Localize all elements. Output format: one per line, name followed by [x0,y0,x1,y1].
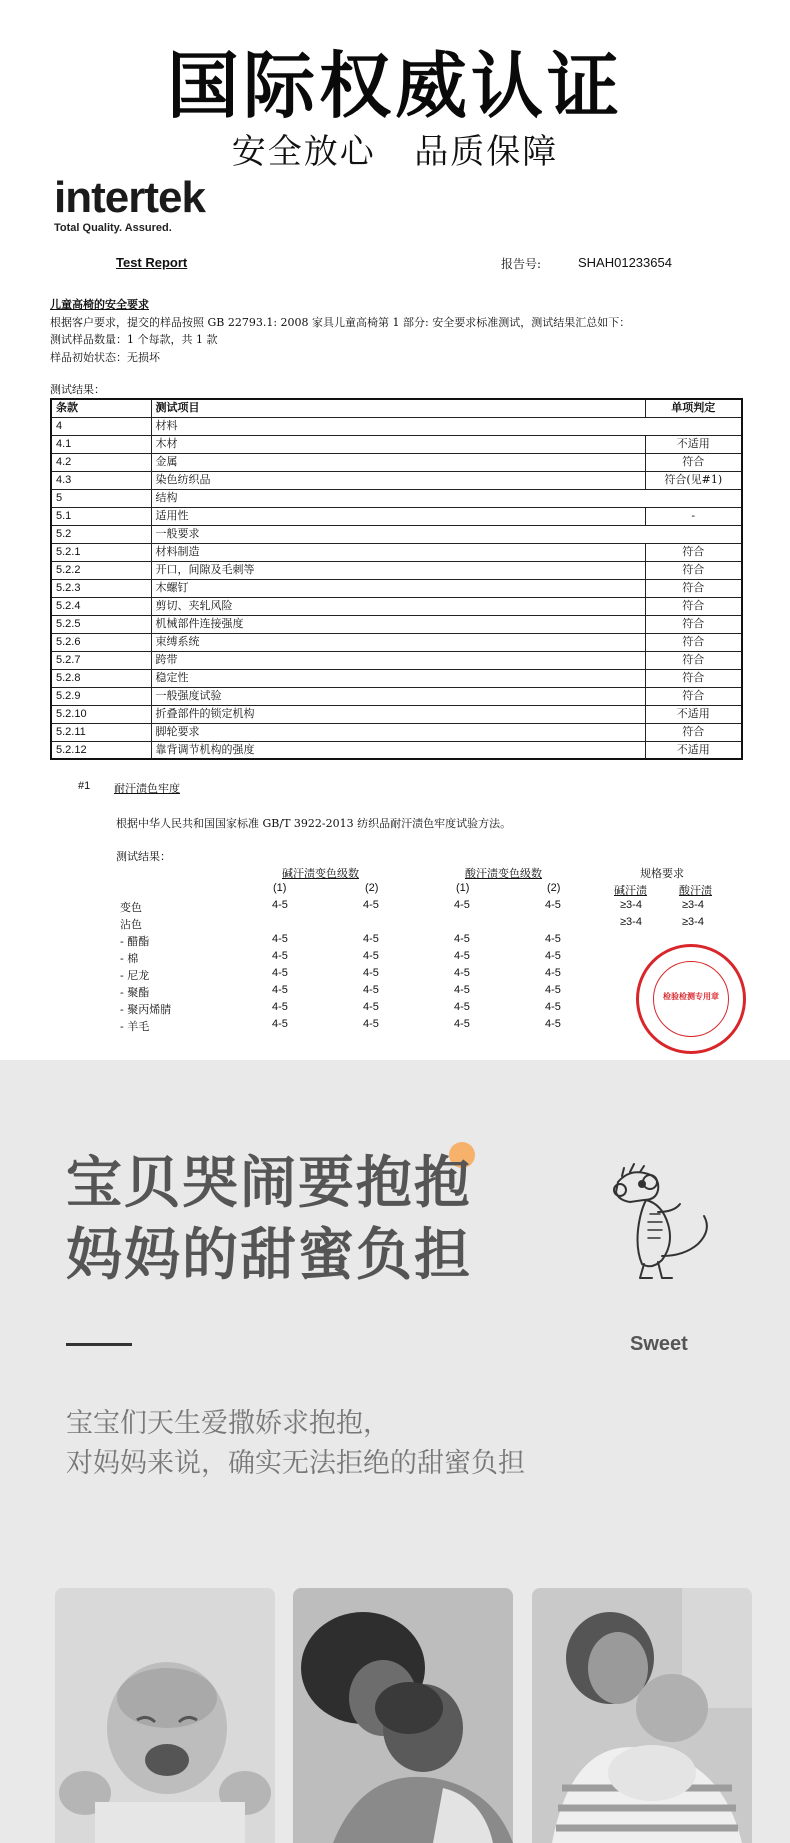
fastness-results-label: 测试结果： [116,850,171,863]
clause-cell: 5.2.3 [51,579,151,597]
col-label: (2) [365,882,379,894]
verdict-cell: 符合 [645,597,742,615]
verdict-cell: 符合 [645,579,742,597]
table-row [51,669,742,687]
grade-cell: 4-5 [272,1001,288,1013]
table-row [51,471,742,489]
table-row [51,723,742,741]
intro-line: 测试样品数量：1 个每款，共 1 款 [50,333,218,346]
page-title: 国际权威认证 [166,44,623,128]
table-row [51,579,742,597]
verdict-cell: 符合 [645,561,742,579]
spec-acid: 酸汗渍 [679,884,712,897]
fastness-title: 耐汗渍色牢度 [114,782,180,795]
item-cell: 结构 [151,489,742,507]
clause-cell: 5.1 [51,507,151,525]
requirement-cell: ≥3-4 [620,899,642,911]
requirement-cell: ≥3-4 [682,899,704,911]
grade-cell: 4-5 [545,1018,561,1030]
clause-cell: 5 [51,489,151,507]
grade-cell: 4-5 [363,1001,379,1013]
item-cell: 一般强度试验 [151,687,645,705]
clause-cell: 5.2.11 [51,723,151,741]
report-intro [50,296,630,366]
logo-tagline: Total Quality. Assured. [54,222,172,234]
intro-line: 样品初始状态：无损坏 [50,350,160,364]
column-header: 单项判定 [645,399,742,417]
item-cell: 靠背调节机构的强度 [151,741,645,759]
seal-text: 检验检测专用章 [663,992,719,1001]
fastness-mark: #1 [78,780,91,792]
clause-cell: 5.2.9 [51,687,151,705]
grade-cell: 4-5 [545,899,561,911]
test-report-label: Test Report [116,255,188,270]
verdict-cell: 符合 [645,669,742,687]
grade-cell: 4-5 [272,1018,288,1030]
grade-cell: 4-5 [363,984,379,996]
grade-cell: 4-5 [363,899,379,911]
table-header-row [51,399,742,417]
fibre-label: - 羊毛 [120,1020,150,1033]
grade-cell: 4-5 [363,950,379,962]
clause-cell: 5.2.4 [51,597,151,615]
fastness-basis: 根据中华人民共和国国家标准 GB/T 3922-2013 纺织品耐汗渍色牢度试验方法。 [116,817,512,830]
col-label: (1) [273,882,287,894]
grade-cell: 4-5 [272,899,288,911]
clause-cell: 5.2.10 [51,705,151,723]
table-row [51,633,742,651]
logo-word: intertek [54,173,205,222]
item-cell: 材料 [151,417,742,435]
title-line: 宝贝哭闹要抱抱 [66,1151,472,1216]
title-line: 妈妈的甜蜜负担 [66,1223,472,1288]
mother-holding-baby-photo [532,1588,752,1843]
item-cell: 一般要求 [151,525,742,543]
verdict-cell: 符合 [645,633,742,651]
col-label: (2) [547,882,561,894]
verdict-cell: - [645,507,742,525]
spec-header: 规格要求 [640,867,684,880]
intro-heading: 儿童高椅的安全要求 [50,298,149,311]
fibre-label: - 醋酯 [120,935,150,948]
table-row [51,417,742,435]
grade-cell: 4-5 [363,1018,379,1030]
verdict-cell: 符合 [645,615,742,633]
grade-cell: 4-5 [363,967,379,979]
spec-alkaline: 碱汗渍 [614,884,647,897]
grade-cell: 4-5 [545,950,561,962]
report-number: SHAH01233654 [578,255,672,270]
table-row [51,687,742,705]
table-row [51,453,742,471]
intertek-logo [54,173,205,234]
clause-cell: 5.2.5 [51,615,151,633]
crying-baby-photo [55,1588,275,1843]
divider-line [66,1343,132,1346]
grade-cell: 4-5 [454,933,470,945]
table-row [51,489,742,507]
sweet-tag: Sweet [630,1333,688,1355]
grade-cell: 4-5 [454,950,470,962]
item-cell: 剪切、夹轧风险 [151,597,645,615]
grade-cell: 4-5 [272,967,288,979]
clause-cell: 5.2.2 [51,561,151,579]
body-line: 宝宝们天生爱撒娇求抱抱， [66,1408,390,1439]
table-row [51,435,742,453]
verdict-cell: 符合 [645,723,742,741]
grade-cell: 4-5 [363,933,379,945]
row-label: 沾色 [120,918,142,931]
item-cell: 金属 [151,453,645,471]
item-cell: 折叠部件的锁定机构 [151,705,645,723]
grade-cell: 4-5 [272,933,288,945]
row-label: 变色 [120,901,142,914]
item-cell: 材料制造 [151,543,645,561]
clause-cell: 4.2 [51,453,151,471]
col-label: (1) [456,882,470,894]
table-row [51,525,742,543]
table-row [51,561,742,579]
item-cell: 脚轮要求 [151,723,645,741]
fibre-label: - 尼龙 [120,969,150,982]
mother-hugging-child-photo [293,1588,513,1843]
intro-line: 根据客户要求，提交的样品按照 GB 22793.1: 2008 家具儿童高椅第 1 部分: 安全要求标准测试，测试结果汇总如下： [50,315,631,329]
item-cell: 木材 [151,435,645,453]
acid-group-header: 酸汗渍变色级数 [465,867,542,880]
verdict-cell: 符合 [645,453,742,471]
column-header: 条款 [51,399,151,417]
results-table [50,398,743,760]
table-row [51,597,742,615]
grade-cell: 4-5 [545,967,561,979]
item-cell: 染色纺织品 [151,471,645,489]
grade-cell: 4-5 [272,950,288,962]
section-title [66,1148,472,1292]
body-line: 对妈妈来说，确实无法拒绝的甜蜜负担 [66,1448,525,1479]
clause-cell: 5.2.1 [51,543,151,561]
results-label: 测试结果： [50,383,105,396]
fibre-label: - 聚酯 [120,986,150,999]
clause-cell: 5.2 [51,525,151,543]
clause-cell: 5.2.7 [51,651,151,669]
column-header: 测试项目 [151,399,645,417]
verdict-cell: 符合 [645,687,742,705]
page-subtitle: 安全放心 品质保障 [231,132,559,172]
clause-cell: 4.3 [51,471,151,489]
verdict-cell: 符合 [645,651,742,669]
requirement-cell: ≥3-4 [682,916,704,928]
item-cell: 束缚系统 [151,633,645,651]
verdict-cell: 符合 [645,543,742,561]
grade-cell: 4-5 [545,1001,561,1013]
grade-cell: 4-5 [545,933,561,945]
table-row [51,507,742,525]
report-number-label: 报告号: [501,257,542,271]
dinosaur-illustration-icon [600,1160,720,1290]
table-row [51,705,742,723]
grade-cell: 4-5 [454,1018,470,1030]
clause-cell: 5.2.12 [51,741,151,759]
verdict-cell: 不适用 [645,705,742,723]
grade-cell: 4-5 [545,984,561,996]
item-cell: 稳定性 [151,669,645,687]
clause-cell: 4.1 [51,435,151,453]
verdict-cell: 不适用 [645,435,742,453]
grade-cell: 4-5 [454,899,470,911]
item-cell: 开口，间隙及毛刺等 [151,561,645,579]
fibre-label: - 聚丙烯腈 [120,1003,172,1016]
item-cell: 木螺钉 [151,579,645,597]
clause-cell: 4 [51,417,151,435]
grade-cell: 4-5 [454,967,470,979]
section-body [66,1404,525,1484]
verdict-cell: 不适用 [645,741,742,759]
official-seal [636,944,746,1054]
fibre-label: - 棉 [120,952,139,965]
alkaline-group-header: 碱汗渍变色级数 [282,867,359,880]
requirement-cell: ≥3-4 [620,916,642,928]
item-cell: 机械部件连接强度 [151,615,645,633]
verdict-cell: 符合(见#1) [645,471,742,489]
item-cell: 跨带 [151,651,645,669]
clause-cell: 5.2.8 [51,669,151,687]
grade-cell: 4-5 [272,984,288,996]
item-cell: 适用性 [151,507,645,525]
table-row [51,651,742,669]
grade-cell: 4-5 [454,984,470,996]
grade-cell: 4-5 [454,1001,470,1013]
table-row [51,543,742,561]
clause-cell: 5.2.6 [51,633,151,651]
table-row [51,741,742,759]
table-row [51,615,742,633]
